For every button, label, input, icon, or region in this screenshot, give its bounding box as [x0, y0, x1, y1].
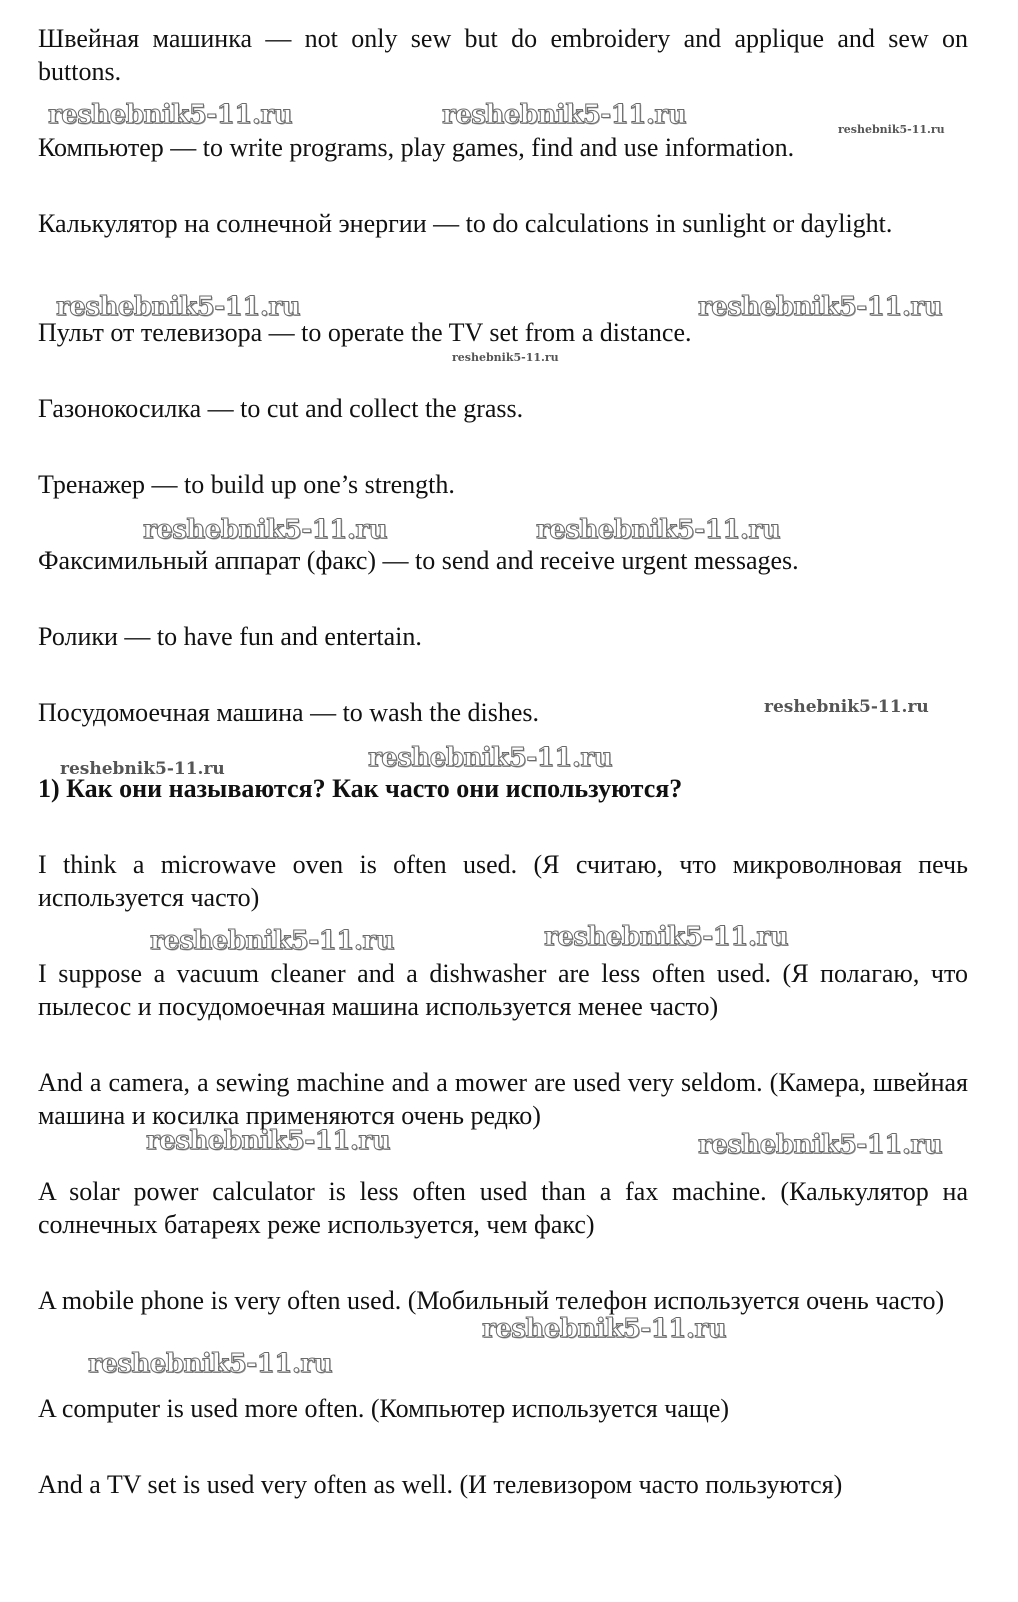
paragraph-computer: Компьютер — to write programs, play games, find and use information.: [38, 133, 795, 162]
paragraph-exercise-machine: Тренажер — to build up one’s strength.: [38, 470, 455, 499]
paragraph-fax: Факсимильный аппарат (факс) — to send and receive urgent messages.: [38, 546, 799, 575]
paragraph-solar-calculator: Калькулятор на солнечной энергии — to do calculations in sunlight or daylight.: [38, 209, 893, 238]
section-heading: 1) Как они называются? Как часто они используются?: [38, 774, 683, 803]
watermark-logo: reshebnik5-11.ru: [764, 697, 929, 717]
paragraph-tv-set: And a TV set is used very often as well. (И телевизором часто пользуются): [38, 1470, 843, 1499]
watermark-logo: reshebnik5-11.ru: [368, 743, 613, 773]
paragraph-lawn-mower: Газонокосилка — to cut and collect the grass.: [38, 394, 524, 423]
watermark-logo: reshebnik5-11.ru: [48, 100, 293, 130]
paragraph-dishwasher: Посудомоечная машина — to wash the dishes.: [38, 698, 539, 727]
paragraph-tv-remote: Пульт от телевизора — to operate the TV set from a distance.: [38, 318, 692, 347]
watermark-logo: reshebnik5-11.ru: [442, 100, 687, 130]
watermark-logo: reshebnik5-11.ru: [60, 759, 225, 779]
paragraph-rollers: Ролики — to have fun and entertain.: [38, 622, 422, 651]
watermark-logo: reshebnik5-11.ru: [452, 351, 559, 364]
watermark-logo: reshebnik5-11.ru: [838, 123, 945, 136]
watermark-logo: reshebnik5-11.ru: [544, 922, 789, 952]
watermark-logo: reshebnik5-11.ru: [143, 515, 388, 545]
paragraph-calculator-fax: A solar power calculator is less often used than a fax machine. (Калькулятор на солнечных батареях реже используется, чем факс): [38, 1177, 968, 1239]
watermark-logo: reshebnik5-11.ru: [482, 1314, 727, 1344]
paragraph-mobile-phone: A mobile phone is very often used. (Мобильный телефон используется очень часто): [38, 1286, 945, 1315]
watermark-logo: reshebnik5-11.ru: [56, 292, 301, 322]
watermark-logo: reshebnik5-11.ru: [88, 1349, 333, 1379]
paragraph-sewing-machine: Швейная машинка — not only sew but do embroidery and applique and sew on buttons.: [38, 24, 968, 86]
paragraph-vacuum-cleaner: I suppose a vacuum cleaner and a dishwasher are less often used. (Я полагаю, что пылесос и посудомоечная машина используется менее часто): [38, 959, 968, 1021]
paragraph-computer-usage: A computer is used more often. (Компьютер используется чаще): [38, 1394, 730, 1423]
watermark-logo: reshebnik5-11.ru: [698, 292, 943, 322]
paragraph-camera: And a camera, a sewing machine and a mower are used very seldom. (Камера, швейная машина и косилка применяются очень редко): [38, 1068, 968, 1130]
watermark-logo: reshebnik5-11.ru: [150, 926, 395, 956]
watermark-logo: reshebnik5-11.ru: [146, 1126, 391, 1156]
watermark-logo: reshebnik5-11.ru: [698, 1130, 943, 1160]
paragraph-microwave: I think a microwave oven is often used. (Я считаю, что микроволновая печь используется часто): [38, 850, 968, 912]
watermark-logo: reshebnik5-11.ru: [536, 515, 781, 545]
